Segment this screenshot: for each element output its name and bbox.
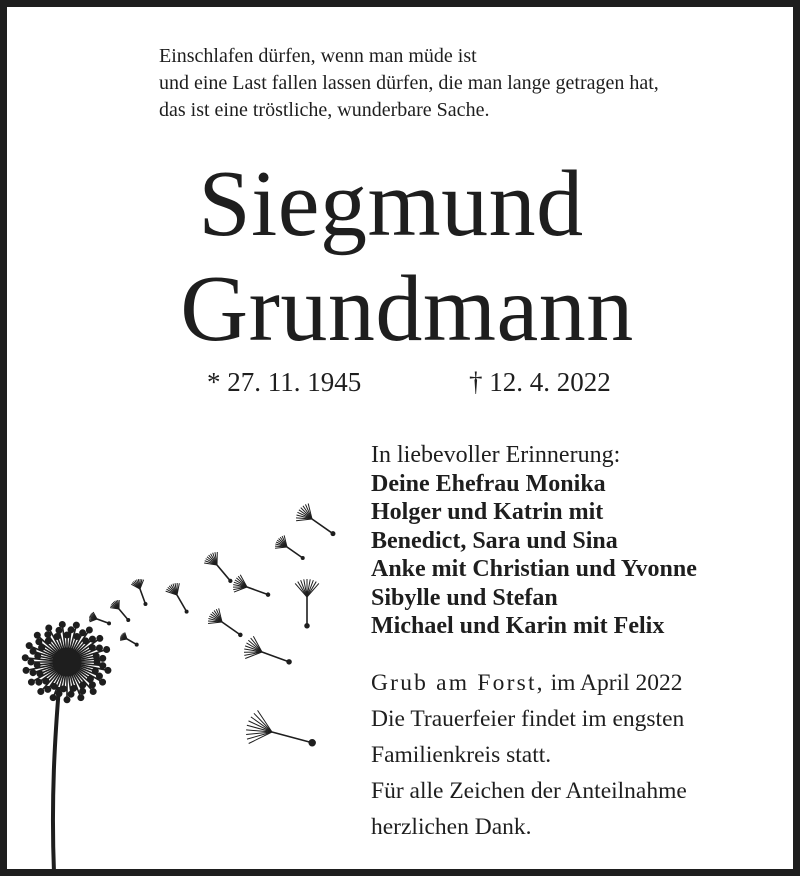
dandelion-seed bbox=[295, 579, 319, 628]
puff-tip bbox=[28, 659, 34, 665]
mourner-line: Michael und Karin mit Felix bbox=[371, 612, 697, 641]
place-date-line bbox=[371, 665, 687, 701]
puff-tip bbox=[45, 632, 51, 638]
seed-body bbox=[309, 740, 316, 747]
seed-stalk bbox=[247, 587, 268, 595]
mourner-line: Anke mit Christian und Yvonne bbox=[371, 555, 697, 584]
puff-tip bbox=[104, 647, 110, 653]
seed-stalk bbox=[217, 565, 230, 581]
puff-tip bbox=[89, 682, 95, 688]
puff-tip bbox=[96, 645, 102, 651]
closing-line: herzlichen Dank. bbox=[371, 809, 687, 845]
seed-body bbox=[185, 610, 188, 613]
seed-body bbox=[229, 579, 232, 582]
puff-tip bbox=[23, 667, 29, 673]
puff-tip bbox=[28, 679, 34, 685]
puff-tip bbox=[100, 655, 106, 661]
dandelion-seed bbox=[275, 535, 304, 559]
dandelion-seed bbox=[208, 608, 242, 636]
seed-body bbox=[108, 622, 111, 625]
puff-tip bbox=[80, 630, 86, 636]
place: Grub am Forst, bbox=[371, 670, 545, 696]
seed-body bbox=[144, 603, 147, 606]
poem-line: das ist eine tröstliche, wunderbare Sache. bbox=[159, 97, 659, 124]
notice-date: im April 2022 bbox=[545, 670, 683, 696]
puff-tip bbox=[96, 673, 102, 679]
mourners-intro: In liebevoller Erinnerung: bbox=[371, 441, 697, 470]
first-name: Siegmund bbox=[0, 157, 791, 251]
dandelion-seed bbox=[233, 575, 270, 597]
dandelion-seed bbox=[110, 600, 130, 622]
seed-body bbox=[331, 532, 335, 536]
seed-stalk bbox=[177, 595, 187, 612]
seed-body bbox=[127, 619, 130, 622]
flying-seeds bbox=[89, 503, 335, 746]
puff-core bbox=[53, 648, 81, 676]
puff-tip bbox=[36, 679, 42, 685]
mourner-line: Benedict, Sara und Sina bbox=[371, 527, 697, 556]
dandelion-seed bbox=[244, 636, 291, 664]
puff-tip bbox=[38, 689, 44, 695]
seed-body bbox=[301, 557, 304, 560]
seed-stalk bbox=[287, 547, 303, 558]
mourners-list bbox=[371, 441, 697, 641]
seed-stalk bbox=[272, 732, 312, 743]
puff-tip bbox=[73, 622, 79, 628]
puff-tip bbox=[86, 627, 92, 633]
puff-tip bbox=[45, 686, 51, 692]
puff-tip bbox=[36, 639, 42, 645]
closing-line: Die Trauerfeier findet im engsten bbox=[371, 701, 687, 737]
dandelion-seed bbox=[131, 579, 147, 606]
seed-body bbox=[287, 660, 292, 665]
closing-text bbox=[371, 665, 687, 845]
seed-pappus bbox=[251, 717, 272, 732]
puff-tip bbox=[26, 643, 32, 649]
puff-tip bbox=[68, 627, 74, 633]
death-date: † 12. 4. 2022 bbox=[469, 367, 611, 398]
seed-body bbox=[239, 633, 243, 637]
puff-tip bbox=[100, 679, 106, 685]
puff-tip bbox=[97, 635, 103, 641]
seed-body bbox=[135, 643, 138, 646]
dandelion-stem bbox=[53, 687, 59, 873]
dandelion-seed bbox=[89, 612, 111, 625]
puff-tip bbox=[46, 625, 52, 631]
puff-tip bbox=[30, 670, 36, 676]
dandelion-seed bbox=[166, 583, 188, 613]
mourner-line: Sibylle und Stefan bbox=[371, 584, 697, 613]
dandelion-seed bbox=[204, 552, 232, 583]
dandelion-seed bbox=[296, 503, 335, 535]
puff-tip bbox=[105, 667, 111, 673]
seed-body bbox=[266, 593, 270, 597]
closing-line: Für alle Zeichen der Anteilnahme bbox=[371, 773, 687, 809]
seed-body bbox=[305, 624, 310, 629]
puff-tip bbox=[56, 627, 62, 633]
mourner-line: Deine Ehefrau Monika bbox=[371, 470, 697, 499]
poem-line: Einschlafen dürfen, wenn man müde ist bbox=[159, 43, 659, 70]
dandelion-flower bbox=[22, 621, 111, 873]
seed-stalk bbox=[222, 622, 240, 635]
birth-date: * 27. 11. 1945 bbox=[207, 367, 361, 398]
last-name: Grundmann bbox=[7, 262, 800, 356]
puff-tip bbox=[34, 662, 40, 668]
puff-tip bbox=[30, 648, 36, 654]
poem bbox=[159, 43, 659, 124]
seed-stalk bbox=[262, 652, 289, 662]
puff-tip bbox=[78, 695, 84, 701]
closing-line: Familienkreis statt. bbox=[371, 737, 687, 773]
puff-tip bbox=[100, 663, 106, 669]
puff-tip bbox=[71, 685, 77, 691]
puff-tip bbox=[68, 691, 74, 697]
seed-stalk bbox=[140, 589, 145, 604]
dandelion-seed bbox=[120, 632, 138, 646]
puff-tip bbox=[34, 632, 40, 638]
puff-tip bbox=[89, 636, 95, 642]
puff-tip bbox=[50, 695, 56, 701]
seed-stalk bbox=[119, 609, 128, 620]
puff-tip bbox=[90, 689, 96, 695]
puff-tip bbox=[64, 632, 70, 638]
puff-tip bbox=[59, 621, 65, 627]
seed-stalk bbox=[312, 519, 333, 534]
puff-tip bbox=[22, 655, 28, 661]
puff-tip bbox=[64, 697, 70, 703]
puff-tip bbox=[80, 688, 86, 694]
mourner-line: Holger und Katrin mit bbox=[371, 498, 697, 527]
poem-line: und eine Last fallen lassen dürfen, die man lange getragen hat, bbox=[159, 70, 659, 97]
dandelion-seed bbox=[246, 710, 315, 746]
puff-tip bbox=[56, 691, 62, 697]
